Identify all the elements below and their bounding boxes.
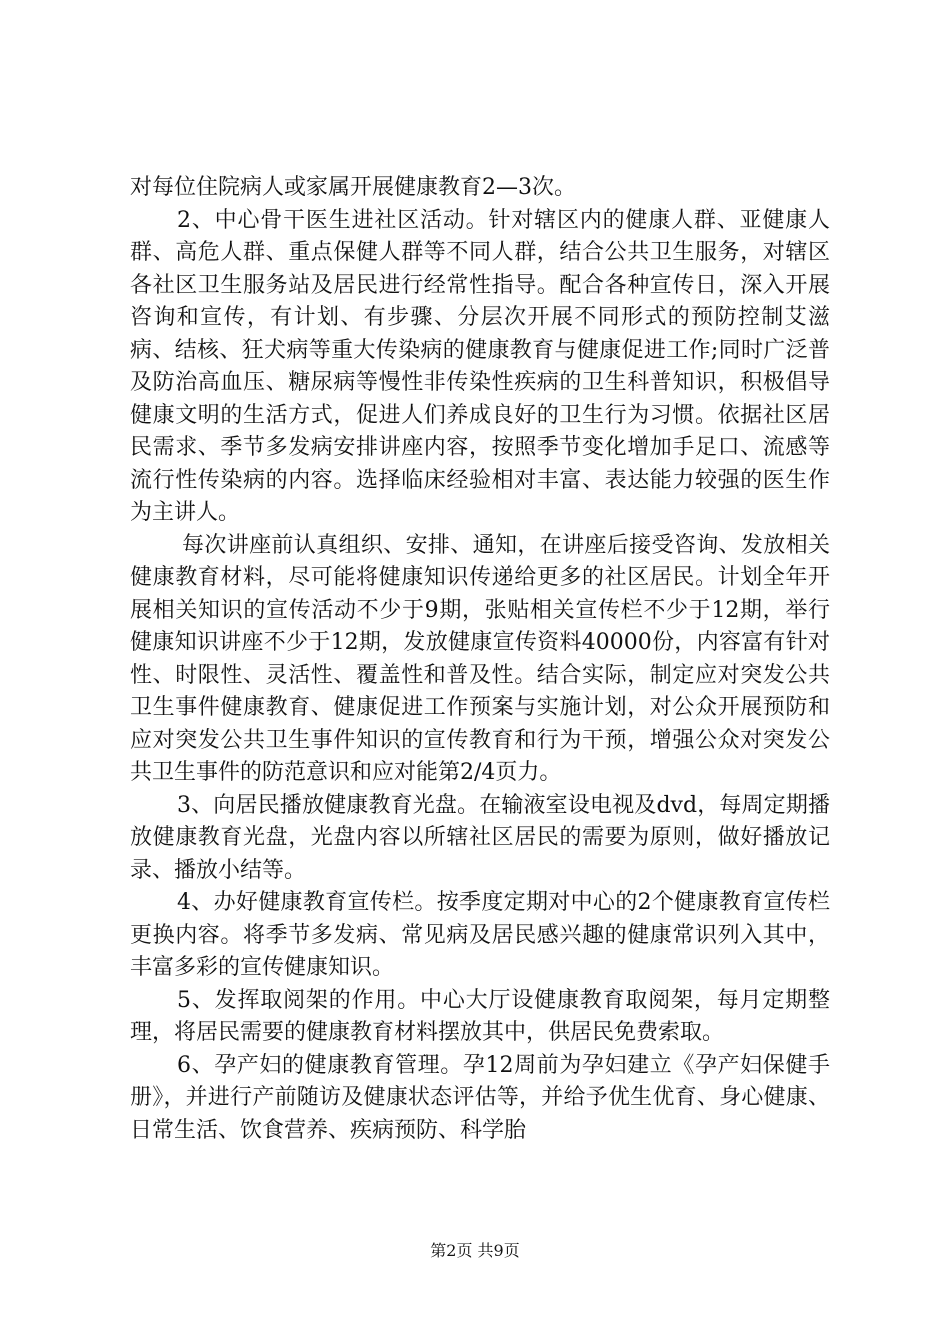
paragraph-item-6: 6、孕产妇的健康教育管理。孕12周前为孕妇建立《孕产妇保健手册》，并进行产前随访及健康状态评估等，并给予优生优育、身心健康、日常生活、饮食营养、疾病预防、科学胎 — [130, 1052, 830, 1143]
document-body — [130, 172, 830, 1147]
paragraph-item-3: 3、向居民播放健康教育光盘。在输液室设电视及dvd，每周定期播放健康教育光盘，光盘内容以所辖社区居民的需要为原则，做好播放记录、播放小结等。 — [130, 792, 830, 883]
paragraph-continuation: 对每位住院病人或家属开展健康教育2—3次。 — [130, 175, 576, 200]
paragraph-item-5: 5、发挥取阅架的作用。中心大厅设健康教育取阅架，每月定期整理，将居民需要的健康教育材料摆放其中，供居民免费索取。 — [130, 987, 830, 1045]
page-footer: 第2页 共9页 — [430, 1241, 520, 1260]
paragraph-item-4: 4、办好健康教育宣传栏。按季度定期对中心的2个健康教育宣传栏更换内容。将季节多发病、常见病及居民感兴趣的健康常识列入其中，丰富多彩的宣传健康知识。 — [130, 890, 830, 980]
paragraph-lecture: 每次讲座前认真组织、安排、通知，在讲座后接受咨询、发放相关健康教育材料，尽可能将健康知识传递给更多的社区居民。计划全年开展相关知识的宣传活动不少于9期，张贴相关宣传栏不少于12期，举行健康知识讲座不少于12期，发放健康宣传资料40000份，内容富有针对性、时限性、灵活性、覆盖性和普及性。结合实际，制定应对突发公共卫生事件健康教育、健康促进工作预案与实施计划，对公众开展预防和应对突发公共卫生事件知识的宣传教育和行为干预，增强公众对突发公共卫生事件的防范意识和应对能第2/4页力。 — [130, 532, 830, 785]
paragraph-item-2: 2、中心骨干医生进社区活动。针对辖区内的健康人群、亚健康人群、高危人群、重点保健人群等不同人群，结合公共卫生服务，对辖区各社区卫生服务站及居民进行经常性指导。配合各种宣传日，深入开展咨询和宣传，有计划、有步骤、分层次开展不同形式的预防控制艾滋病、结核、狂犬病等重大传染病的健康教育与健康促进工作;同时广泛普及防治高血压、糖尿病等慢性非传染性疾病的卫生科普知识，积极倡导健康文明的生活方式，促进人们养成良好的卫生行为习惯。依据社区居民需求、季节多发病安排讲座内容，按照季节变化增加手足口、流感等流行性传染病的内容。选择临床经验相对丰富、表达能力较强的医生作为主讲人。 — [130, 207, 830, 525]
